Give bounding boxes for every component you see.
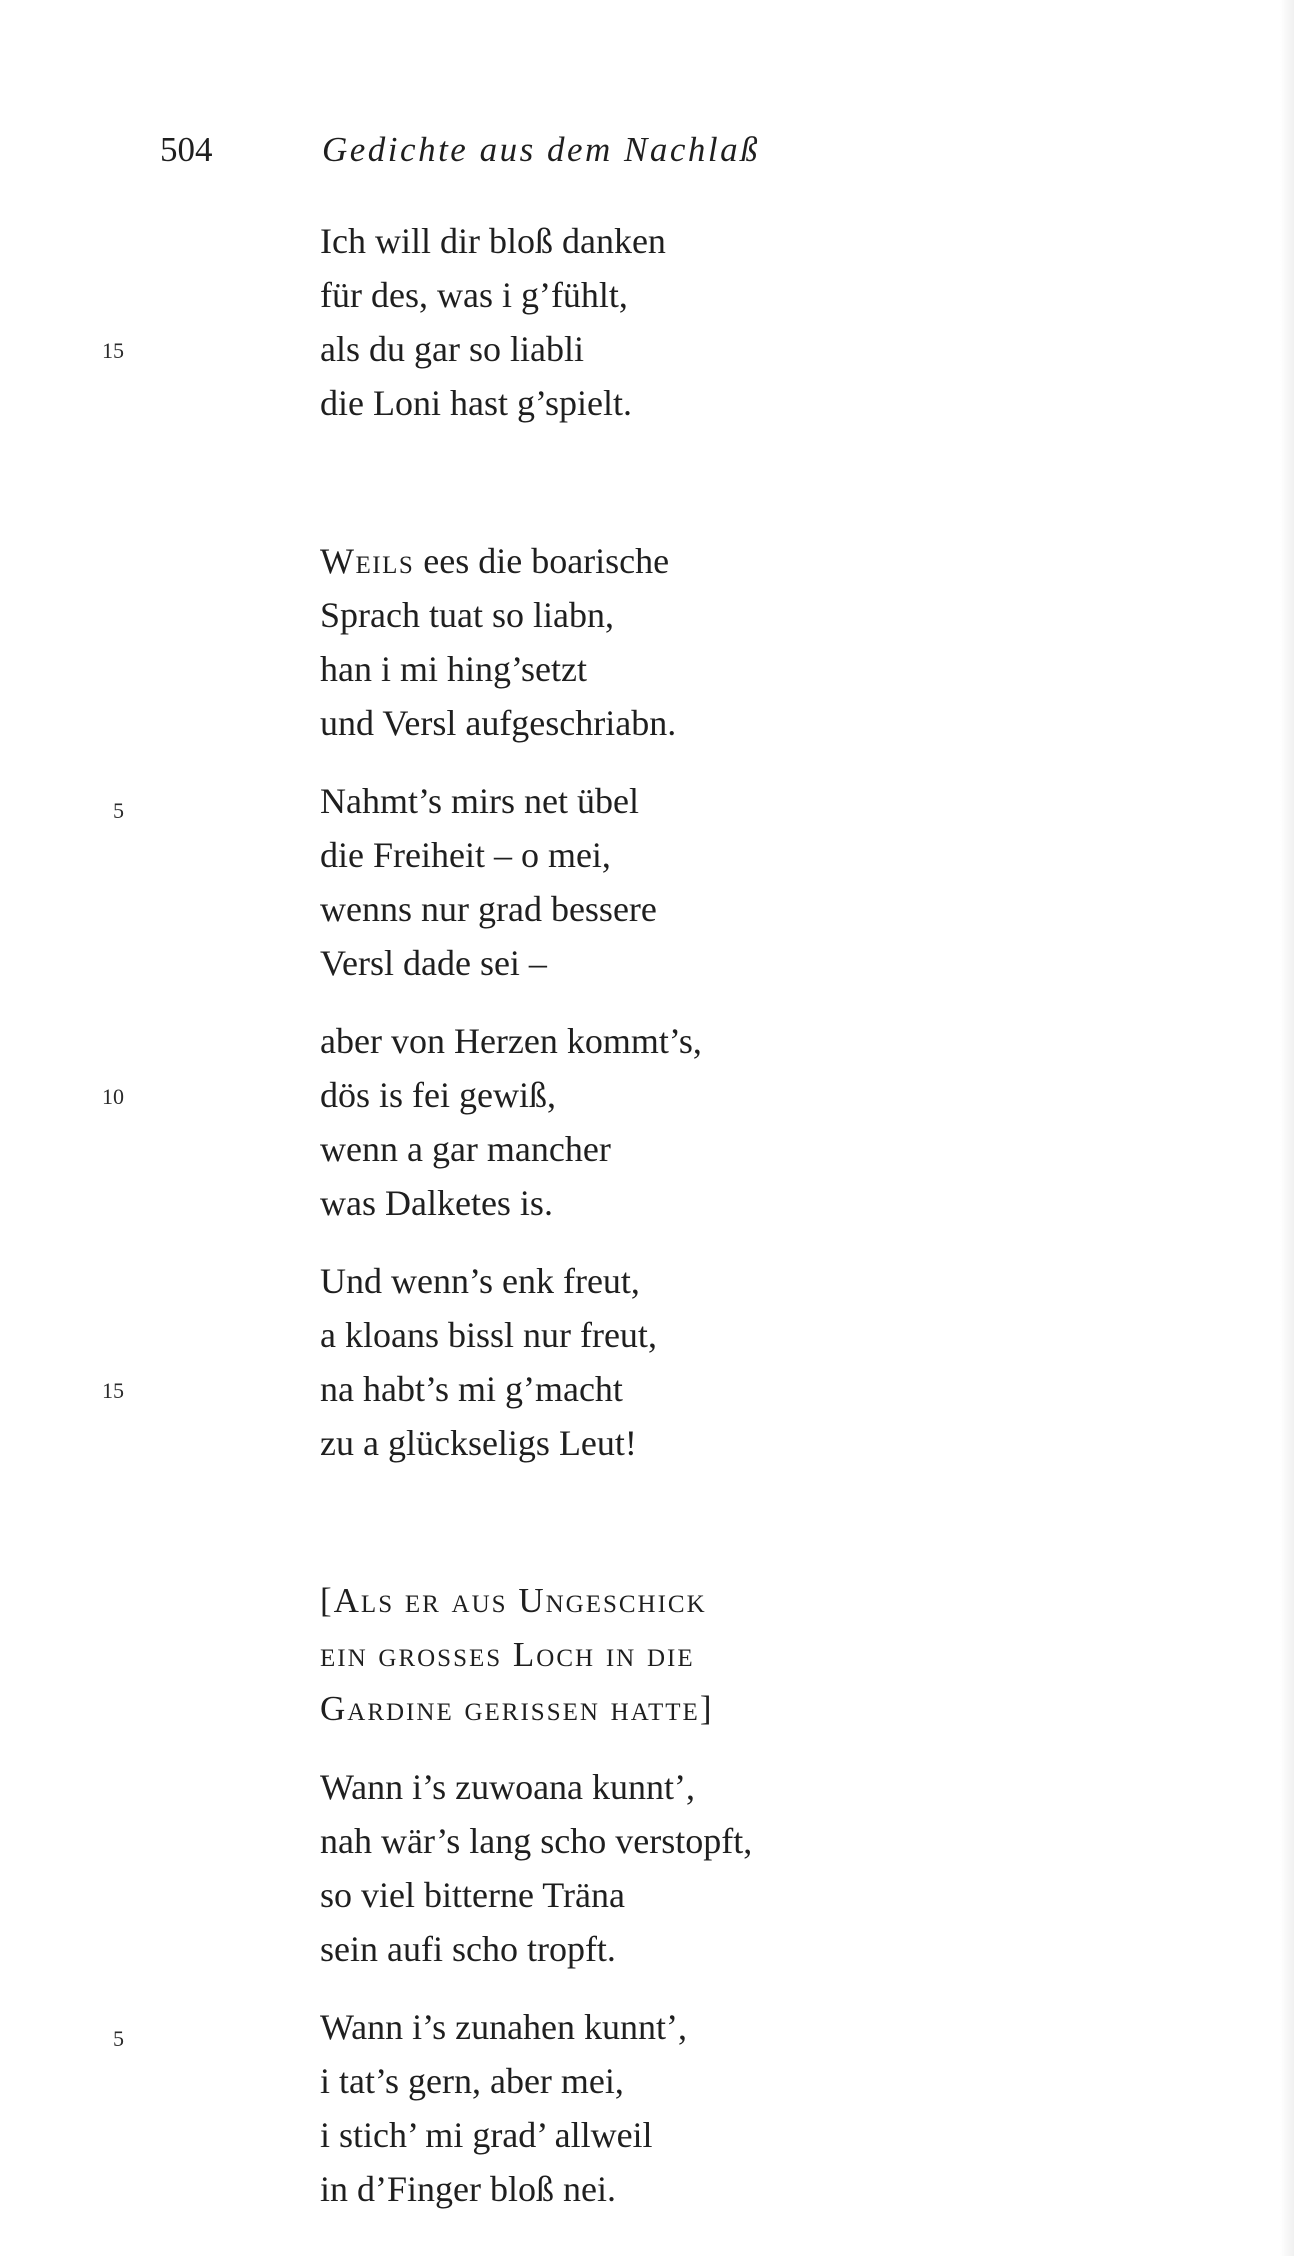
- poem3-line-4: sein aufi scho tropft.: [320, 1929, 616, 1969]
- poem1-line-4: die Loni hast g’spielt.: [320, 383, 632, 423]
- running-head: Gedichte aus dem Nachlaß: [322, 130, 761, 169]
- line-number: 5: [113, 2026, 124, 2051]
- poem2-line-4: und Versl aufgeschriabn.: [320, 703, 677, 743]
- line-number: 10: [102, 1084, 124, 1109]
- poem2-line-15: na habt’s mi g’macht: [320, 1369, 623, 1409]
- poem3-line-6: i tat’s gern, aber mei,: [320, 2061, 624, 2101]
- poem3-line-7: i stich’ mi grad’ allweil: [320, 2115, 653, 2155]
- poem2-line-10: dös is fei gewiß,: [320, 1075, 556, 1115]
- poem2-line-14: a kloans bissl nur freut,: [320, 1315, 657, 1355]
- poem2-line-3: han i mi hing’setzt: [320, 649, 587, 689]
- page-number: 504: [160, 130, 213, 169]
- poem2-line-16: zu a glückseligs Leut!: [320, 1423, 637, 1463]
- poem3-line-3: so viel bitterne Träna: [320, 1875, 625, 1915]
- poem3-line-8: in d’Finger bloß nei.: [320, 2169, 616, 2209]
- poem3-title-line-3: Gardine gerissen hatte]: [320, 1689, 714, 1728]
- poem2-line-1: [320, 538, 669, 584]
- poem2-first-word: Weils: [320, 541, 415, 581]
- poem2-line-13: Und wenn’s enk freut,: [320, 1261, 640, 1301]
- line-number: 15: [102, 1378, 124, 1403]
- poem1-line-3: als du gar so liabli: [320, 329, 584, 369]
- poem2-line-12: was Dalketes is.: [320, 1183, 553, 1223]
- poem2-line-6: die Freiheit – o mei,: [320, 835, 611, 875]
- poem3-line-2: nah wär’s lang scho verstopft,: [320, 1821, 753, 1861]
- poem3-title-line-1: [Als er aus Ungeschick: [320, 1581, 707, 1620]
- poem2-line-9: aber von Herzen kommt’s,: [320, 1021, 702, 1061]
- poem2-line-7: wenns nur grad bessere: [320, 889, 657, 929]
- poem2-line-5: Nahmt’s mirs net übel: [320, 781, 639, 821]
- poem1-line-1: Ich will dir bloß danken: [320, 221, 666, 261]
- page-edge-shadow: [1280, 0, 1294, 2256]
- poem1-line-2: für des, was i g’fühlt,: [320, 275, 628, 315]
- poem3-line-1: Wann i’s zuwoana kunnt’,: [320, 1767, 696, 1807]
- poem2-line-11: wenn a gar mancher: [320, 1129, 611, 1169]
- poem2-first-line-rest: ees die boarische: [414, 541, 670, 581]
- line-number: 5: [113, 798, 124, 823]
- poem2-line-2: Sprach tuat so liabn,: [320, 595, 614, 635]
- poem3-title-line-2: ein grosses Loch in die: [320, 1635, 695, 1674]
- poem2-line-8: Versl dade sei –: [320, 943, 547, 983]
- poem3-line-5: Wann i’s zunahen kunnt’,: [320, 2007, 688, 2047]
- line-number: 15: [102, 338, 124, 363]
